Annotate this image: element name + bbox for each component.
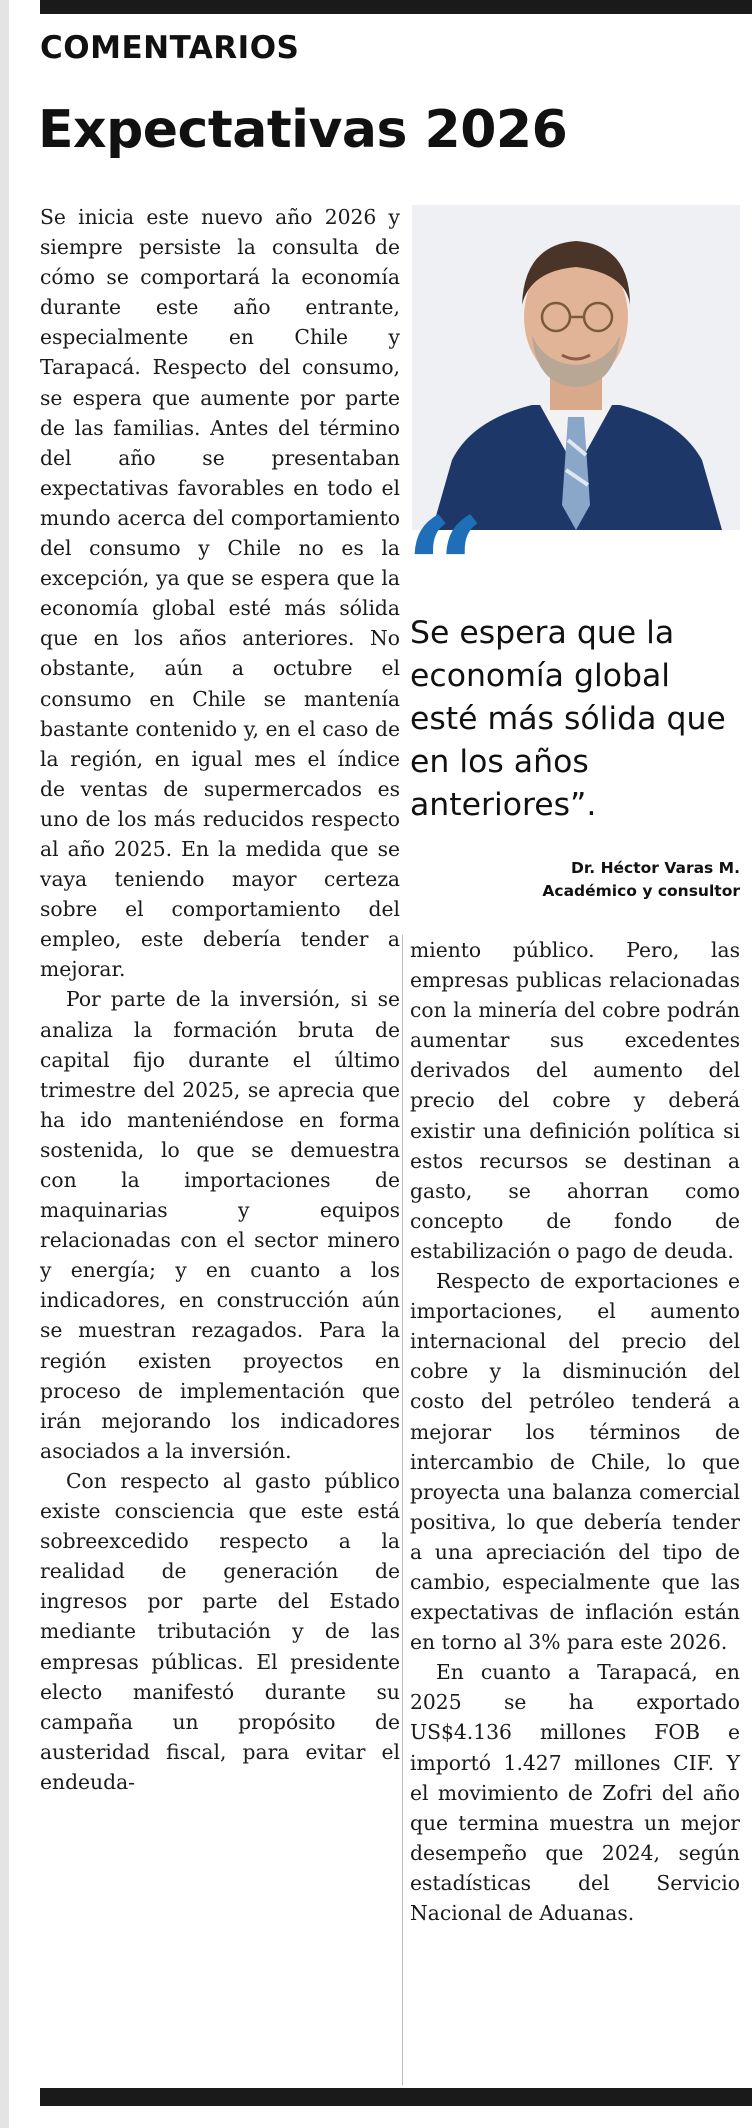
body-paragraph: Con respecto al gasto público existe consciencia que este está sobreexcedido respecto a la realidad de generación de ingresos por parte del Estado mediante tributación y de las empresas públicas. El presidente electo manifestó durante su campaña un propósito de austeridad fiscal, para evitar el endeuda- xyxy=(40,1468,400,1794)
section-label: COMENTARIOS xyxy=(40,30,300,66)
quote-mark-icon: “ xyxy=(405,488,486,652)
body-paragraph: En cuanto a Tarapacá, en 2025 se ha exportado US$4.136 millones FOB e importó 1.427 millones CIF. Y el movimiento de Zofri del año que termina muestra un mejor desempeño que 2024, según estadísticas del Servicio Nacional de Aduanas. xyxy=(410,1660,740,1925)
author-role: Académico y consultor xyxy=(542,882,740,900)
author-photo xyxy=(412,205,740,530)
column-divider xyxy=(402,935,403,2085)
pull-quote: Se espera que la economía global esté más sólida que en los años anteriores”. xyxy=(410,615,726,823)
bottom-rule xyxy=(40,2088,752,2106)
body-paragraph: miento público. Pero, las empresas publicas relacionadas con la minería del cobre podrán aumentar sus excedentes derivados del aumento del precio del cobre y deberá existir una definición política si estos recursos se destinan a gasto, se ahorran como concepto de fondo de estabilización o pago de deuda. xyxy=(410,938,740,1263)
body-paragraph: Respecto de exportaciones e importaciones, el aumento internacional del precio del cobre y la disminución del costo del petróleo tenderá a mejorar los términos de intercambio de Chile, lo que proyecta una balanza comercial positiva, lo que debería tender a una apreciación del tipo de cambio, especialmente que las expectativas de inflación están en torno al 3% para este 2026. xyxy=(410,1269,740,1655)
body-column-1 xyxy=(40,202,400,1797)
top-rule xyxy=(40,0,752,14)
body-paragraph: Por parte de la inversión, si se analiza la formación bruta de capital fijo durante el último trimestre del 2025, se aprecia que ha ido manteniéndose en forma sostenida, lo que se demuestra con la importaciones de maquinarias y equipos relacionadas con el sector minero y energía; y en cuanto a los indicadores, en construcción aún se muestran rezagados. Para la región existen proyectos en proceso de implementación que irán mejorando los indicadores asociados a la inversión. xyxy=(40,987,400,1463)
body-paragraph: Se inicia este nuevo año 2026 y siempre persiste la consulta de cómo se comportará la economía durante este año entrante, especialmente en Chile y Tarapacá. Respecto del consumo, se espera que aumente por parte de las familias. Antes del término del año se presentaban expectativas favorables en todo el mundo acerca del comportamiento del consumo y Chile no es la excepción, ya que se espera que la economía global esté más sólida que en los años anteriores. No obstante, aún a octubre el consumo en Chile se mantenía bastante contenido y, en el caso de la región, en igual mes el índice de ventas de supermercados es uno de los más reducidos respecto al año 2025. En la medida que se vaya teniendo mayor certeza sobre el comportamiento del empleo, este debería tender a mejorar. xyxy=(40,205,400,982)
page-edge xyxy=(0,0,9,2128)
author-credit xyxy=(542,857,740,903)
author-name: Dr. Héctor Varas M. xyxy=(570,859,740,877)
article-headline: Expectativas 2026 xyxy=(38,100,568,160)
body-column-2 xyxy=(410,935,740,1928)
author-portrait-icon xyxy=(412,205,740,530)
